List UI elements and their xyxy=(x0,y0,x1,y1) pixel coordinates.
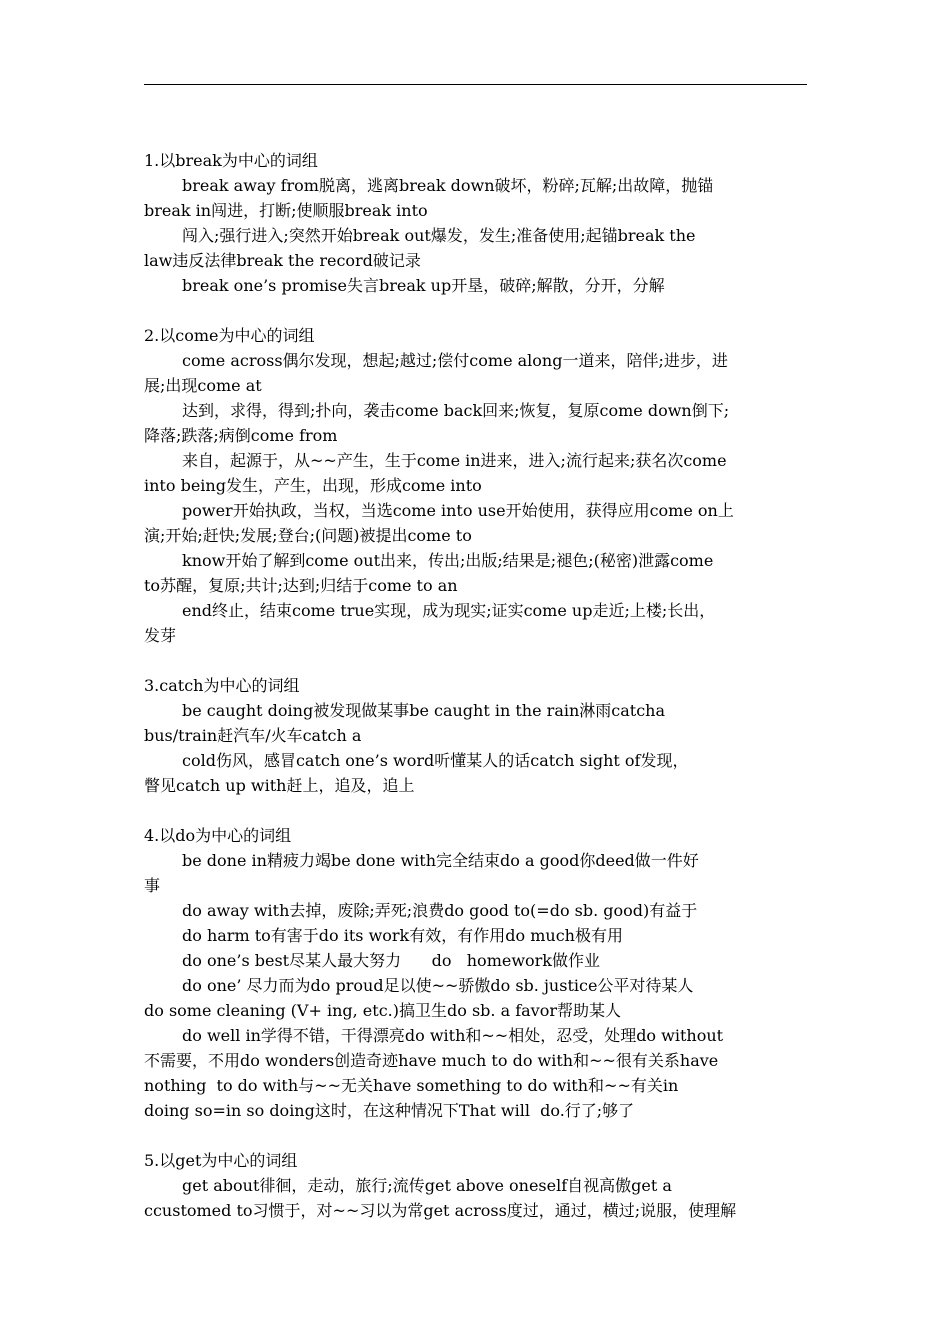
paragraph xyxy=(144,898,807,923)
text-line: do away with去掉，废除;弄死;浪费do good to(=do sb. good)有益于 xyxy=(182,901,698,920)
paragraph xyxy=(144,848,807,898)
text-line: 闯入;强行进入;突然开始break out爆发，发生;准备使用;起锚break the xyxy=(182,226,696,245)
text-line: break away from脱离，逃离break down破坏，粉碎;瓦解;出故障，抛锚 xyxy=(182,176,714,195)
section xyxy=(144,823,807,1123)
section xyxy=(144,673,807,798)
text-line: 瞥见catch up with赶上，追及，追上 xyxy=(144,776,415,795)
section-title: 2.以come为中心的词组 xyxy=(144,326,315,345)
text-line: 事 xyxy=(144,876,161,895)
paragraph xyxy=(144,548,807,598)
paragraph xyxy=(144,223,807,273)
text-line: do harm to有害于do its work有效，有作用do much极有用 xyxy=(182,926,623,945)
text-line: do one’s best尽某人最大努力 do homework做作业 xyxy=(182,951,601,970)
paragraph xyxy=(144,598,807,648)
text-line: do one’ 尽力而为do proud足以使~~骄傲do sb. justice公平对待某人 xyxy=(182,976,694,995)
section xyxy=(144,148,807,298)
document-body xyxy=(144,148,807,1248)
text-line: 演;开始;赶快;发展;登台;(问题)被提出come to xyxy=(144,526,472,545)
section xyxy=(144,1148,807,1223)
paragraph xyxy=(144,273,807,298)
text-line: nothing to do with与~~无关have something to do with和~~有关in xyxy=(144,1076,679,1095)
section-title: 4.以do为中心的词组 xyxy=(144,826,292,845)
text-line: into being发生，产生，出现，形成come into xyxy=(144,476,482,495)
text-line: do some cleaning (V+ ing, etc.)搞卫生do sb. a favor帮助某人 xyxy=(144,1001,621,1020)
text-line: 展;出现come at xyxy=(144,376,262,395)
paragraph xyxy=(144,1173,807,1223)
section xyxy=(144,323,807,648)
text-line: cold伤风，感冒catch one’s word听懂某人的话catch sight of发现， xyxy=(182,751,689,770)
text-line: come across偶尔发现，想起;越过;偿付come along一道来，陪伴;进步，进 xyxy=(182,351,728,370)
text-line: 发芽 xyxy=(144,626,177,645)
text-line: power开始执政，当权，当选come into use开始使用，获得应用come on上 xyxy=(182,501,734,520)
text-line: to苏醒，复原;共计;达到;归结于come to an xyxy=(144,576,458,595)
text-line: law违反法律break the record破记录 xyxy=(144,251,421,270)
paragraph xyxy=(144,973,807,1023)
text-line: do well in学得不错，干得漂亮do with和~~相处，忍受，处理do without xyxy=(182,1026,724,1045)
section-title: 5.以get为中心的词组 xyxy=(144,1151,298,1170)
paragraph xyxy=(144,348,807,398)
paragraph xyxy=(144,398,807,448)
section-title: 1.以break为中心的词组 xyxy=(144,151,318,170)
text-line: break one’s promise失言break up开垦，破碎;解散，分开，分解 xyxy=(182,276,665,295)
paragraph xyxy=(144,923,807,948)
text-line: be done in精疲力竭be done with完全结束do a good你deed做一件好 xyxy=(182,851,699,870)
text-line: be caught doing被发现做某事be caught in the rain淋雨catcha xyxy=(182,701,666,720)
section-title: 3.catch为中心的词组 xyxy=(144,676,300,695)
paragraph xyxy=(144,948,807,973)
paragraph xyxy=(144,1023,807,1123)
text-line: get about徘徊，走动，旅行;流传get above oneself自视高傲get a xyxy=(182,1176,672,1195)
text-line: doing so=in so doing这时，在这种情况下That will do.行了;够了 xyxy=(144,1101,635,1120)
text-line: 不需要，不用do wonders创造奇迹have much to do with和~~很有关系have xyxy=(144,1051,719,1070)
text-line: 达到，求得，得到;扑向，袭击come back回来;恢复，复原come down倒下; xyxy=(182,401,730,420)
text-line: end终止，结束come true实现，成为现实;证实come up走近;上楼;长出， xyxy=(182,601,716,620)
header-rule xyxy=(144,84,807,85)
text-line: 降落;跌落;病倒come from xyxy=(144,426,338,445)
paragraph xyxy=(144,498,807,548)
paragraph xyxy=(144,698,807,748)
paragraph xyxy=(144,748,807,798)
text-line: break in闯进，打断;使顺服break into xyxy=(144,201,428,220)
text-line: ccustomed to习惯于，对~~习以为常get across度过，通过，横过;说服，使理解 xyxy=(144,1201,737,1220)
paragraph xyxy=(144,173,807,223)
text-line: know开始了解到come out出来，传出;出版;结果是;褪色;(秘密)泄露come xyxy=(182,551,714,570)
paragraph xyxy=(144,448,807,498)
text-line: bus/train赶汽车/火车catch a xyxy=(144,726,362,745)
text-line: 来自，起源于，从~~产生，生于come in进来，进入;流行起来;获名次come xyxy=(182,451,727,470)
